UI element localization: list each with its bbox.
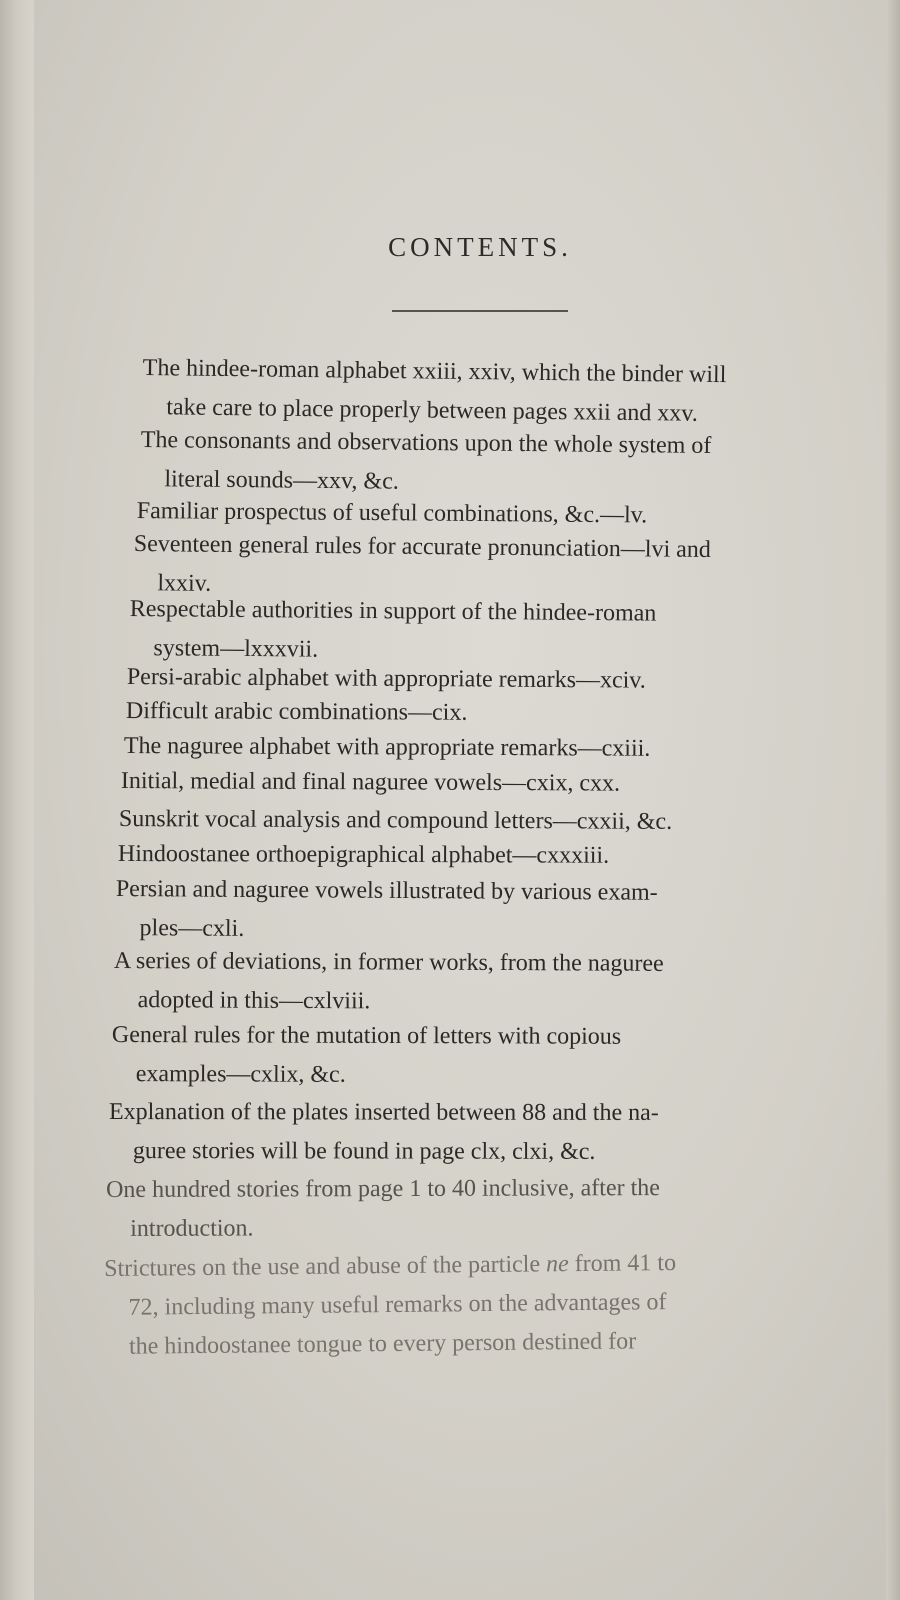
entry-line	[104, 1244, 676, 1289]
entry-line: take care to place properly between pages xxii and xxv.	[166, 394, 698, 427]
contents-entry	[106, 1169, 660, 1249]
entry-line: One hundred stories from page 1 to 40 inclusive, after the	[106, 1175, 660, 1203]
contents-entry	[115, 870, 657, 952]
page-title: CONTENTS.	[388, 232, 572, 262]
contents-entry	[121, 762, 620, 804]
entry-line: Seventeen general rules for accurate pronunciation—lvi and	[133, 530, 711, 564]
contents-entry	[114, 942, 664, 1023]
entry-line: ples—cxli.	[139, 915, 245, 942]
entry-line: lxxiv.	[157, 570, 212, 597]
entry-line: Explanation of the plates inserted between 88 and the na-	[108, 1099, 659, 1126]
contents-entry	[109, 1093, 659, 1172]
entry-text: from 41 to	[568, 1250, 677, 1278]
entry-line: examples—cxlix, &c.	[135, 1061, 346, 1088]
entry-line: The consonants and observations upon the whole system of	[140, 426, 712, 459]
entry-line: adopted in this—cxlviii.	[137, 987, 371, 1015]
entry-line: introduction.	[130, 1215, 254, 1242]
entry-line: A series of deviations, in former works, from the naguree	[113, 947, 664, 977]
entry-line: Hindoostanee orthoepigraphical alphabet—cxxxiii.	[117, 840, 610, 869]
contents-entry	[104, 1244, 677, 1367]
entry-line: Sunskrit vocal analysis and compound letters—cxxii, &c.	[118, 805, 673, 835]
entry-line: Persi-arabic alphabet with appropriate remarks—xciv.	[126, 663, 646, 694]
entry-line: system—lxxxvii.	[153, 635, 319, 663]
entry-line: General rules for the mutation of letters with copious	[111, 1021, 622, 1050]
entry-line: The naguree alphabet with appropriate remarks—cxiii.	[123, 732, 651, 762]
contents-entry	[112, 1016, 621, 1096]
italic-particle: ne	[545, 1251, 569, 1278]
entry-line: Difficult arabic combinations—cix.	[125, 697, 468, 726]
entry-line: guree stories will be found in page clx, clxi, &c.	[132, 1138, 596, 1165]
entry-line: Familiar prospectus of useful combinations, &c.—lv.	[136, 497, 648, 529]
entry-line: the hindoostanee tongue to every person destined for	[128, 1328, 637, 1360]
entry-line: literal sounds—xxv, &c.	[164, 466, 399, 495]
entry-line: Initial, medial and final naguree vowels—cxix, cxx.	[120, 767, 621, 797]
entry-line: The hindee-roman alphabet xxiii, xxiv, which the binder will	[142, 354, 727, 389]
entry-line: Respectable authorities in support of the hindee-roman	[129, 595, 657, 627]
entry-text: Strictures on the use and abuse of the particle	[104, 1251, 547, 1282]
entry-line: Persian and naguree vowels illustrated by various exam-	[115, 875, 658, 906]
entry-line: 72, including many useful remarks on the advantages of	[128, 1289, 667, 1321]
